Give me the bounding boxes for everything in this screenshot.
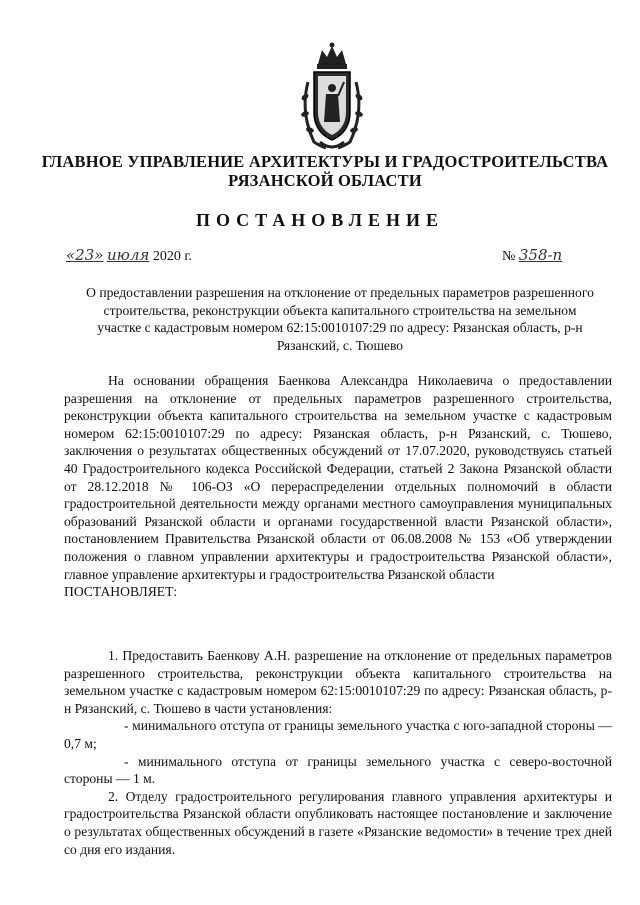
date-day: «23» xyxy=(66,246,104,264)
organization-name-line1: ГЛАВНОЕ УПРАВЛЕНИЕ АРХИТЕКТУРЫ И ГРАДОСТРОИТЕЛЬСТВА xyxy=(41,152,609,171)
document-date xyxy=(66,246,192,265)
number-prefix: № xyxy=(502,249,516,264)
date-year: 2020 г. xyxy=(152,249,192,264)
document-type-title: ПОСТАНОВЛЕНИЕ xyxy=(195,210,445,230)
number-value: 358-п xyxy=(518,246,563,264)
resolution-items xyxy=(64,647,612,858)
item-2: 2. Отделу градостроительного регулирования главного управления архитектуры и градостроительства Рязанской области опубликовать настоящее постановление и заключение о результатах общественных обсуждений в газете «Рязанские ведомости» в течение трех дней со дня его издания. xyxy=(64,788,612,857)
organization-name-line2: РЯЗАНСКОЙ ОБЛАСТИ xyxy=(228,171,422,190)
document-subject: О предоставлении разрешения на отклонение от предельных параметров разрешенного строительства, реконструкции объекта капитального строительства на земельном участке с кадастровым номером 62:15:0010107:29 по адресу: Рязанская область, р-н Рязанский, с. Тюшево xyxy=(86,285,594,353)
item-1: 1. Предоставить Баенкову А.Н. разрешение на отклонение от предельных параметров разрешенного строительства, реконструкции объекта капитального строительства на земельном участке с кадастровым номером 62:15:0010107:29 по адресу: Рязанская область, р-н Рязанский, с. Тюшево в части установления: xyxy=(64,648,612,716)
document-number xyxy=(502,246,562,265)
bullet-southwest: - минимального отступа от границы земельного участка с юго-западной стороны — 0,7 м; xyxy=(64,718,612,751)
coat-of-arms-emblem xyxy=(296,42,368,154)
preamble-paragraph: На основании обращения Баенкова Александра Николаевича о предоставлении разрешения на отклонение от предельных параметров разрешенного строительства, реконструкции объекта капитального строительства на земельном участке с кадастровым номером 62:15:0010107:29 по адресу: Рязанская область, р-н Рязанский, с. Тюшево, заключения о результатах общественных обсуждений от 17.07.2020, руководствуясь статьей 40 Градостроительного кодекса Российской Федерации, статьей 2 Закона Рязанской области от 28.12.2018 № 106-ОЗ «О перераспределении отдельных полномочий в области градостроительной деятельности между органами местного самоуправления муниципальных образований Рязанской области и органами государственной власти Рязанской области», постановлением Правительства Рязанской области от 06.08.2008 № 153 «Об утверждении положения о главном управлении архитектуры и градостроительства Рязанской области», главное управление архитектуры и градостроительства Рязанской области xyxy=(64,373,612,582)
bullet-northeast: - минимального отступа от границы земельного участка с северо-восточной стороны — 1 м. xyxy=(64,753,612,787)
decree-word: ПОСТАНОВЛЯЕТ: xyxy=(64,584,178,600)
date-month: июля xyxy=(106,246,150,264)
preamble-block xyxy=(64,372,612,601)
